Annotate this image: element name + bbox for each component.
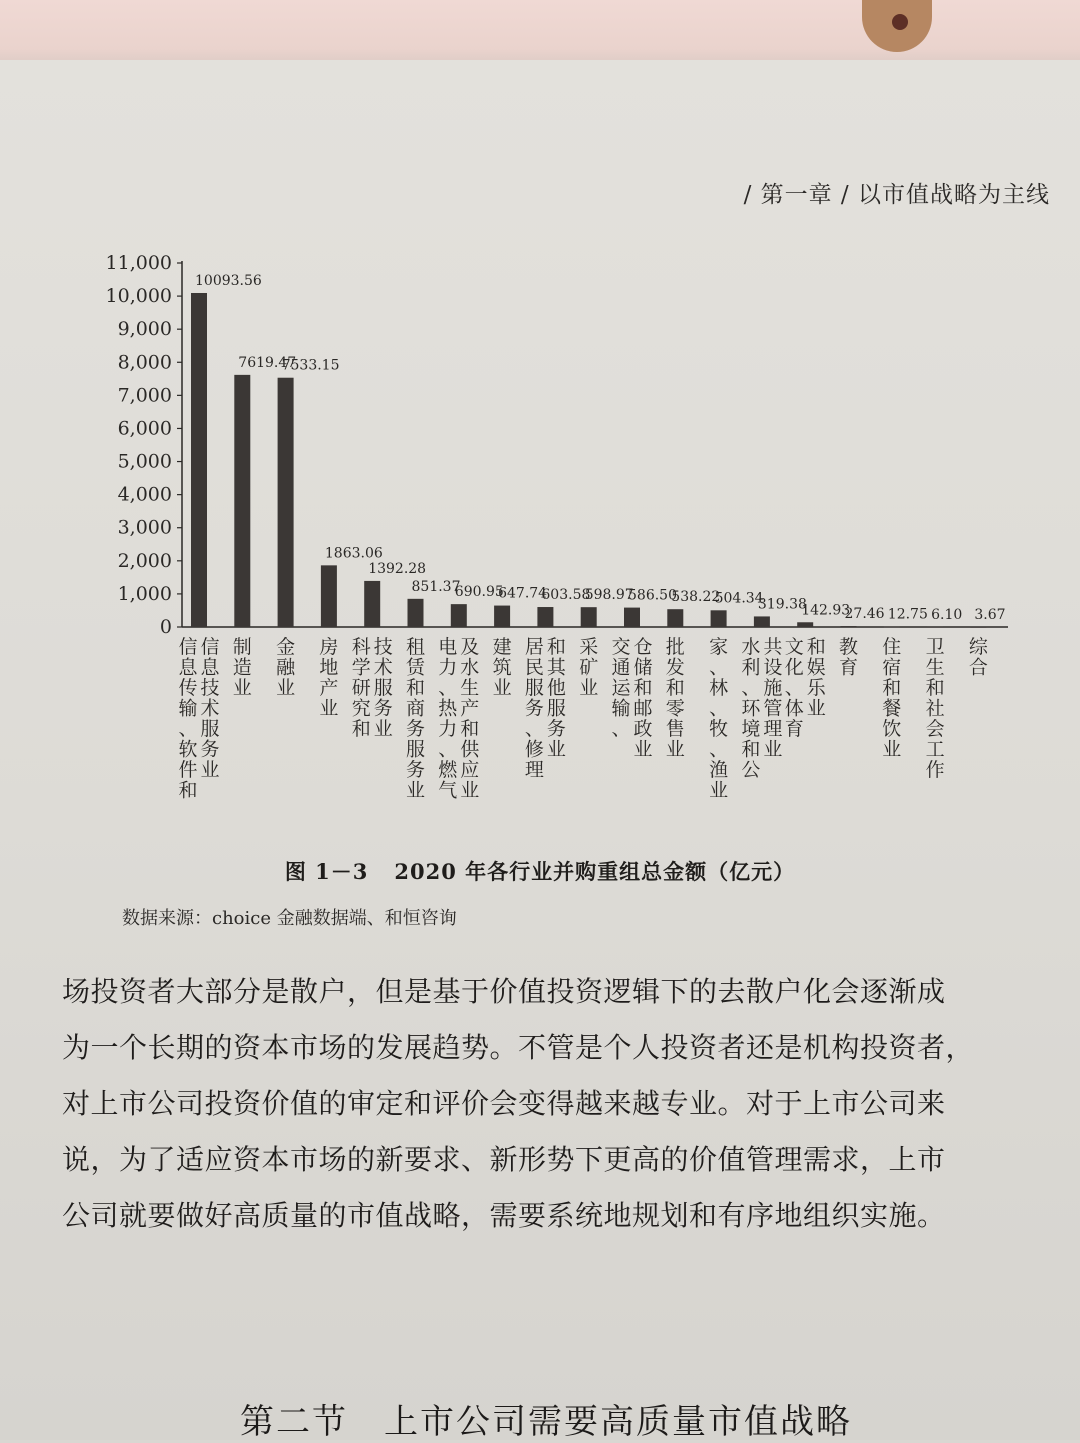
bar bbox=[278, 378, 294, 627]
bar bbox=[364, 581, 380, 627]
y-tick-label: 9,000 bbox=[117, 318, 172, 341]
category-label-char: 服 bbox=[524, 677, 544, 699]
category-label-char: 业 bbox=[276, 677, 296, 699]
category-label-char: 及 bbox=[460, 636, 480, 658]
category-label-char: 力 bbox=[438, 718, 458, 740]
category-label-char: 务 bbox=[405, 759, 426, 781]
category-label-char: 政 bbox=[633, 718, 653, 740]
category-label-char: 工 bbox=[925, 738, 945, 761]
data-label: 690.95 bbox=[454, 584, 504, 601]
category-label-char: 采 bbox=[579, 636, 599, 658]
category-label-char: 、 bbox=[709, 738, 729, 761]
data-label: 851.37 bbox=[411, 578, 461, 595]
category-label-char: 交 bbox=[611, 636, 631, 658]
figure-caption bbox=[0, 856, 1080, 886]
data-label: 1392.28 bbox=[368, 560, 427, 577]
data-label: 1863.06 bbox=[324, 545, 383, 562]
category-label-char: 修 bbox=[524, 738, 544, 761]
category-label-char: 业 bbox=[492, 677, 512, 699]
category-label-char: 务 bbox=[200, 738, 220, 761]
category-label-char: 业 bbox=[546, 738, 566, 761]
category-label-char: 邮 bbox=[633, 697, 653, 720]
category-label-char: 合 bbox=[968, 656, 988, 679]
data-label: 586.50 bbox=[628, 587, 677, 604]
category-label-char: 制 bbox=[232, 636, 252, 658]
data-label: 647.74 bbox=[498, 585, 548, 602]
category-label-char: 他 bbox=[546, 677, 566, 699]
category-label-char: 传 bbox=[178, 677, 198, 699]
category-label-char: 产 bbox=[319, 677, 339, 699]
data-label: 598.97 bbox=[584, 587, 634, 604]
category-label-char: 、 bbox=[784, 677, 804, 699]
category-label-char: 生 bbox=[460, 677, 480, 699]
category-label-char: 业 bbox=[405, 779, 426, 802]
category-label-char: 理 bbox=[524, 759, 544, 781]
category-label-char: 、 bbox=[178, 718, 198, 740]
category-label-char: 务 bbox=[546, 718, 566, 740]
category-label-char: 热 bbox=[438, 697, 458, 720]
category-label-char: 牧 bbox=[709, 718, 729, 740]
category-label-char: 和 bbox=[178, 779, 198, 802]
category-label-char: 和 bbox=[633, 677, 653, 699]
data-label: 12.75 bbox=[887, 606, 928, 623]
category-label-char: 饮 bbox=[882, 718, 902, 740]
category-label-char: 设 bbox=[763, 656, 783, 679]
category-label-char: 、 bbox=[709, 697, 729, 720]
category-label-char: 造 bbox=[232, 656, 252, 679]
bar bbox=[927, 627, 943, 628]
category-label-char: 金 bbox=[276, 636, 296, 658]
category-label-char: 业 bbox=[232, 677, 252, 699]
running-head: / 第一章 / 以市值战略为主线 bbox=[743, 182, 1050, 208]
category-label-char: 和 bbox=[882, 677, 902, 699]
bar bbox=[451, 604, 467, 627]
category-label-char: 务 bbox=[373, 697, 393, 720]
data-label: 6.10 bbox=[931, 606, 963, 623]
body-line: 场投资者大部分是散户，但是基于价值投资逻辑下的去散户化会逐渐成 bbox=[62, 975, 946, 1008]
category-label-char: 理 bbox=[763, 718, 783, 740]
category-label-char: 家 bbox=[709, 636, 729, 658]
category-label-char: 育 bbox=[838, 656, 859, 679]
figure-title: 2020 年各行业并购重组总金额（亿元） bbox=[394, 859, 796, 884]
category-label-char: 、 bbox=[438, 738, 458, 761]
bar bbox=[191, 293, 207, 627]
category-label-char: 民 bbox=[524, 656, 544, 679]
data-labels bbox=[195, 273, 1006, 623]
category-label-char: 业 bbox=[665, 738, 685, 761]
category-label-char: 和 bbox=[460, 718, 480, 740]
category-label-char: 件 bbox=[178, 759, 198, 781]
data-source: 数据来源：choice 金融数据端、和恒咨询 bbox=[122, 908, 457, 929]
category-label-char: 和 bbox=[741, 738, 761, 761]
category-label-char: 、 bbox=[741, 677, 761, 699]
category-label-char: 零 bbox=[665, 697, 685, 720]
category-label-char: 业 bbox=[579, 677, 599, 699]
data-label: 504.34 bbox=[714, 590, 764, 607]
category-label-char: 储 bbox=[633, 656, 653, 679]
category-label-char: 管 bbox=[763, 697, 783, 720]
category-label-char: 生 bbox=[925, 656, 945, 679]
category-label-char: 业 bbox=[882, 738, 902, 761]
bar bbox=[581, 607, 597, 627]
category-label-char: 科 bbox=[351, 636, 371, 658]
category-label-char: 矿 bbox=[579, 656, 599, 679]
category-label-char: 租 bbox=[405, 636, 426, 658]
y-tick-label: 11,000 bbox=[105, 252, 172, 274]
category-label-char: 利 bbox=[741, 656, 761, 679]
category-label-char: 宿 bbox=[882, 656, 902, 679]
category-label-char: 卫 bbox=[925, 636, 945, 658]
category-label-char: 林 bbox=[709, 677, 729, 699]
data-label: 10093.56 bbox=[195, 272, 262, 289]
bear-pattern-icon bbox=[862, 0, 932, 52]
bars bbox=[191, 293, 986, 628]
category-label-char: 其 bbox=[546, 656, 566, 679]
data-label: 27.46 bbox=[844, 606, 885, 623]
category-label-char: 业 bbox=[460, 779, 480, 802]
category-label-char: 气 bbox=[438, 779, 458, 802]
category-label-char: 化 bbox=[784, 656, 804, 679]
category-label-char: 、 bbox=[611, 718, 631, 740]
category-label-char: 批 bbox=[665, 636, 685, 658]
bar bbox=[408, 599, 424, 627]
body-line: 为一个长期的资本市场的发展趋势。不管是个人投资者还是机构投资者， bbox=[62, 1031, 975, 1064]
y-tick-label: 2,000 bbox=[117, 549, 172, 572]
category-label-char: 息 bbox=[178, 656, 198, 679]
category-label-char: 学 bbox=[351, 656, 371, 679]
category-label-char: 共 bbox=[763, 636, 783, 658]
bar bbox=[321, 565, 337, 627]
bar bbox=[234, 375, 250, 627]
bar bbox=[797, 622, 813, 627]
category-label-char: 和 bbox=[806, 636, 826, 658]
category-label-char: 通 bbox=[611, 656, 631, 679]
category-label-char: 力 bbox=[438, 656, 458, 679]
y-tick-label: 8,000 bbox=[117, 351, 172, 374]
category-label-char: 产 bbox=[460, 697, 480, 720]
category-label-char: 业 bbox=[373, 718, 393, 740]
category-labels bbox=[178, 636, 988, 802]
category-label-char: 业 bbox=[709, 779, 729, 802]
category-label-char: 建 bbox=[492, 636, 512, 658]
data-label: 7619.47 bbox=[238, 354, 297, 371]
category-label-char: 术 bbox=[373, 656, 393, 679]
category-label-char: 信 bbox=[178, 636, 198, 658]
y-tick-label: 0 bbox=[159, 616, 172, 638]
bar bbox=[970, 627, 986, 628]
y-tick-label: 10,000 bbox=[105, 285, 172, 308]
category-label-char: 体 bbox=[784, 697, 804, 720]
category-label-char: 和 bbox=[546, 636, 566, 658]
category-label-char: 育 bbox=[784, 718, 804, 740]
category-label-char: 燃 bbox=[438, 759, 458, 781]
bar bbox=[884, 627, 900, 628]
category-label-char: 综 bbox=[968, 636, 988, 658]
data-label: 142.93 bbox=[801, 602, 851, 619]
category-label-char: 融 bbox=[276, 656, 296, 679]
category-label-char: 地 bbox=[319, 656, 339, 679]
bar bbox=[841, 626, 857, 627]
data-label: 538.22 bbox=[671, 589, 721, 606]
body-line: 公司就要做好高质量的市值战略，需要系统地规划和有序地组织实施。 bbox=[62, 1199, 946, 1232]
body-paragraph bbox=[62, 964, 1062, 1244]
category-label-char: 会 bbox=[925, 718, 945, 740]
category-label-char: 供 bbox=[460, 738, 480, 761]
category-label-char: 业 bbox=[806, 697, 826, 720]
category-label-char: 境 bbox=[741, 718, 761, 740]
category-label-char: 水 bbox=[741, 636, 761, 658]
category-label-char: 研 bbox=[351, 677, 371, 699]
category-label-char: 、 bbox=[524, 718, 544, 740]
category-label-char: 施 bbox=[763, 677, 783, 699]
bar bbox=[711, 610, 727, 627]
category-label-char: 输 bbox=[178, 697, 198, 720]
category-label-char: 信 bbox=[200, 636, 220, 658]
bar bbox=[754, 616, 770, 627]
category-label-char: 服 bbox=[405, 738, 426, 761]
category-label-char: 业 bbox=[319, 697, 339, 720]
category-label-char: 筑 bbox=[492, 656, 512, 679]
category-label-char: 文 bbox=[784, 636, 804, 658]
category-label-char: 业 bbox=[763, 738, 783, 761]
category-label-char: 输 bbox=[611, 697, 631, 720]
category-label-char: 服 bbox=[373, 677, 393, 699]
body-line: 说，为了适应资本市场的新要求、新形势下更高的价值管理需求，上市 bbox=[62, 1143, 946, 1176]
category-label-char: 作 bbox=[925, 759, 945, 781]
category-label-char: 息 bbox=[200, 656, 220, 679]
category-label-char: 电 bbox=[438, 636, 458, 658]
body-line: 对上市公司投资价值的审定和评价会变得越来越专业。对于上市公司来 bbox=[62, 1087, 946, 1120]
bar bbox=[494, 606, 510, 627]
category-label-char: 水 bbox=[460, 656, 480, 679]
category-label-char: 教 bbox=[838, 636, 859, 658]
data-label: 3.67 bbox=[974, 606, 1006, 623]
category-label-char: 仓 bbox=[633, 636, 653, 658]
section-title: 第二节 上市公司需要高质量市值战略 bbox=[240, 1402, 852, 1442]
category-label-char: 运 bbox=[611, 677, 631, 699]
category-label-char: 渔 bbox=[709, 759, 729, 781]
bar-chart bbox=[0, 230, 1080, 850]
category-label-char: 社 bbox=[925, 697, 945, 720]
category-label-char: 业 bbox=[200, 759, 220, 781]
category-label-char: 赁 bbox=[405, 656, 426, 679]
y-tick-label: 1,000 bbox=[117, 582, 172, 605]
category-label-char: 应 bbox=[460, 759, 480, 781]
category-label-char: 务 bbox=[405, 718, 426, 740]
category-label-char: 务 bbox=[524, 697, 544, 720]
figure-number: 图 1－3 bbox=[284, 859, 369, 884]
category-label-char: 居 bbox=[524, 636, 544, 658]
category-label-char: 究 bbox=[351, 697, 371, 720]
category-label-char: 和 bbox=[405, 677, 426, 699]
category-label-char: 技 bbox=[373, 636, 393, 658]
data-label: 319.38 bbox=[757, 596, 807, 613]
category-label-char: 售 bbox=[665, 718, 685, 740]
category-label-char: 餐 bbox=[882, 697, 902, 720]
category-label-char: 、 bbox=[709, 656, 729, 679]
category-label-char: 术 bbox=[200, 697, 220, 720]
category-label-char: 、 bbox=[438, 677, 458, 699]
category-label-char: 技 bbox=[200, 677, 220, 699]
y-tick-label: 4,000 bbox=[117, 483, 172, 506]
category-label-char: 发 bbox=[665, 656, 685, 679]
category-label-char: 住 bbox=[882, 636, 902, 658]
category-label-char: 娱 bbox=[806, 656, 826, 679]
category-label-char: 和 bbox=[351, 718, 371, 740]
category-label-char: 软 bbox=[178, 738, 198, 761]
data-label: 603.58 bbox=[541, 587, 591, 604]
category-label-char: 和 bbox=[665, 677, 685, 699]
category-label-char: 商 bbox=[405, 697, 426, 720]
category-label-char: 公 bbox=[741, 759, 761, 781]
y-tick-label: 3,000 bbox=[117, 516, 172, 539]
bar bbox=[667, 609, 683, 627]
category-label-char: 业 bbox=[633, 738, 653, 761]
bar bbox=[537, 607, 553, 627]
bar bbox=[624, 608, 640, 627]
y-tick-label: 5,000 bbox=[117, 450, 172, 473]
y-tick-label: 7,000 bbox=[117, 384, 172, 407]
y-tick-label: 6,000 bbox=[117, 417, 172, 440]
category-label-char: 环 bbox=[741, 697, 761, 720]
category-label-char: 乐 bbox=[806, 677, 826, 699]
data-label: 7533.15 bbox=[281, 357, 340, 374]
category-label-char: 服 bbox=[200, 718, 220, 740]
category-label-char: 房 bbox=[319, 636, 339, 658]
category-label-char: 服 bbox=[546, 697, 566, 720]
category-label-char: 和 bbox=[925, 677, 945, 699]
